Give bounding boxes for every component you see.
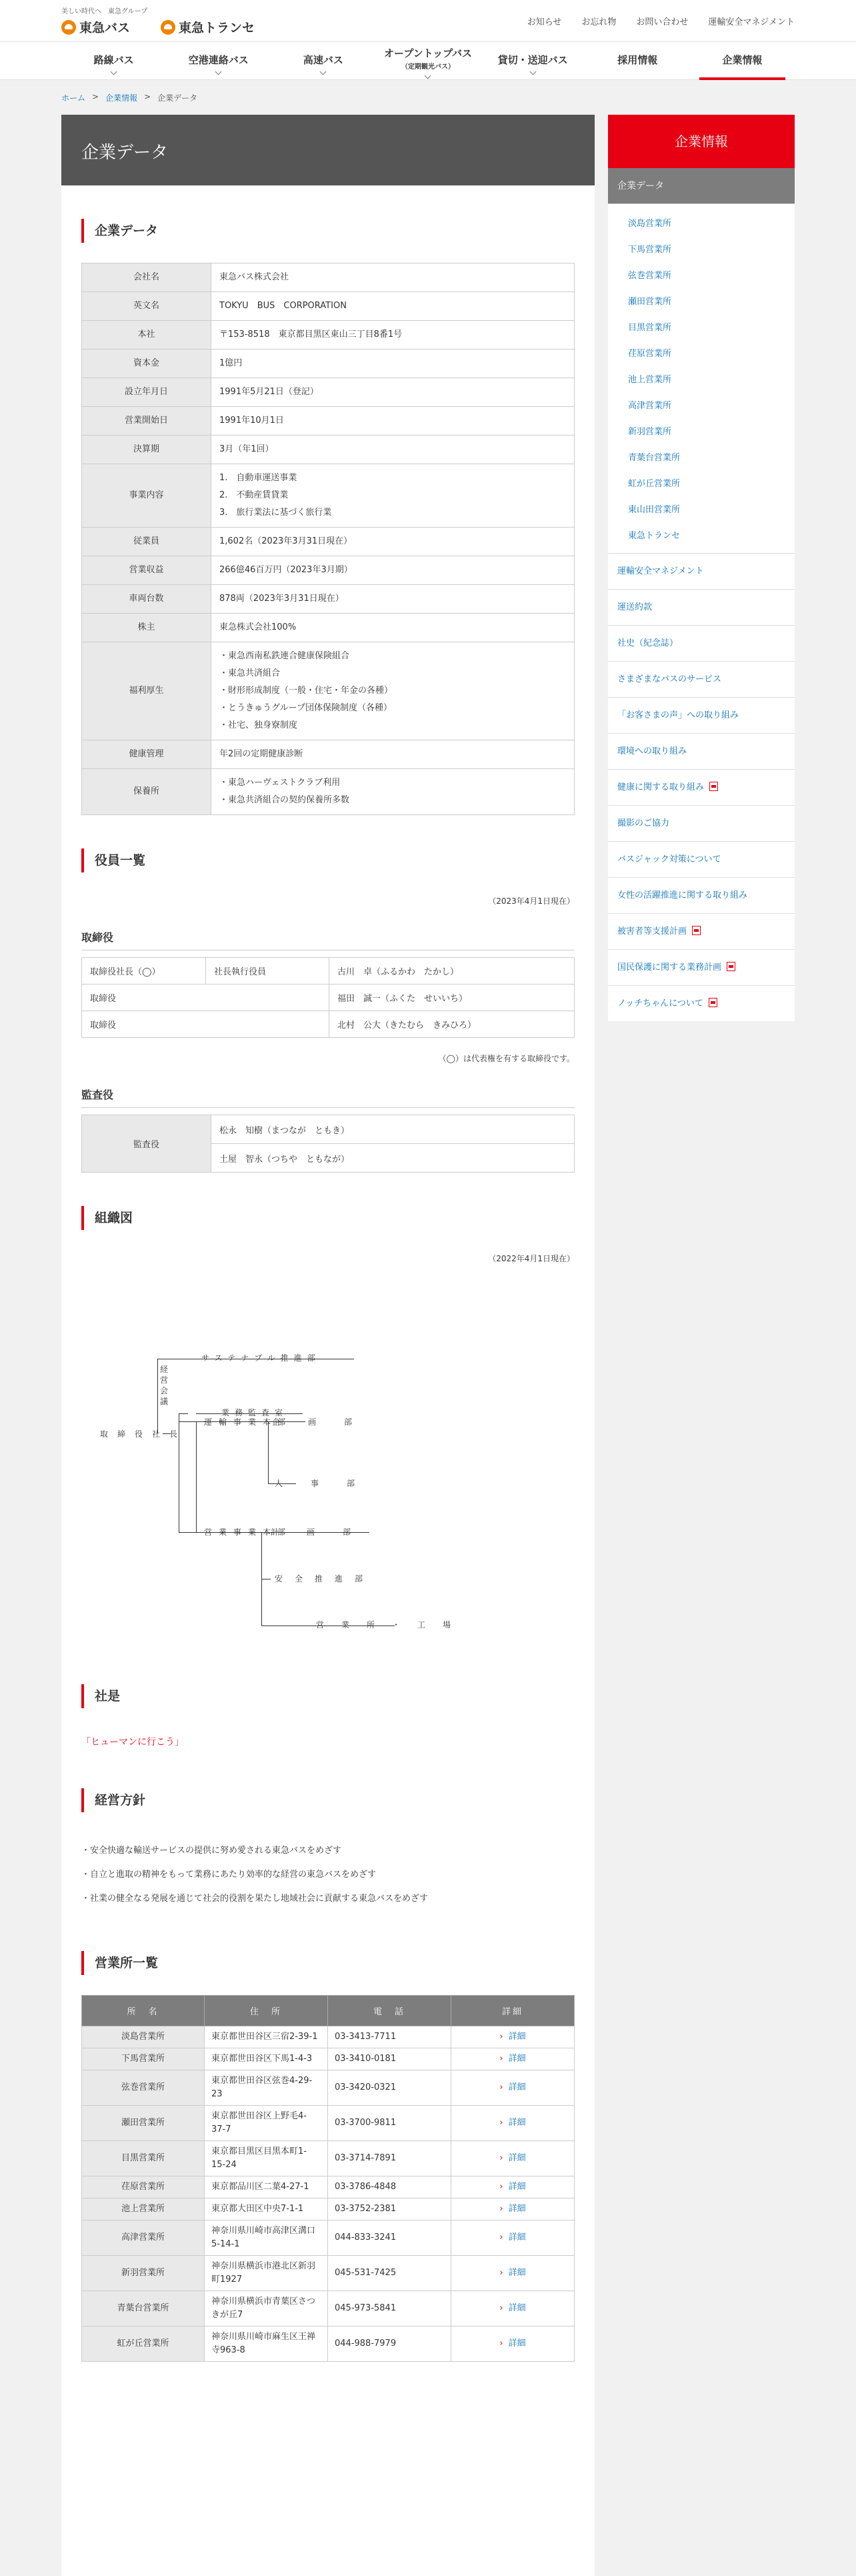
sidebar-office-list (608, 204, 795, 553)
company-field-value (211, 350, 575, 378)
sidebar-link[interactable] (608, 949, 795, 985)
office-detail-link[interactable]: › 詳細 (451, 2070, 575, 2106)
sidebar-office-link[interactable]: 目黒営業所 (628, 323, 672, 333)
utility-link-contact[interactable]: お問い合わせ (636, 17, 689, 27)
nav-corporate[interactable] (690, 42, 795, 79)
table-row (82, 1115, 575, 1144)
director-subrole: 社長執行役員 (206, 958, 329, 985)
office-address: 東京都世田谷区上野毛4-37-7 (205, 2106, 328, 2141)
pdf-icon (727, 962, 735, 971)
table-row (82, 2291, 575, 2327)
company-field-line: 878両（2023年3月31日現在） (219, 594, 344, 604)
breadcrumb-corporate[interactable]: 企業情報 (105, 93, 138, 103)
office-detail-link[interactable]: › 詳細 (451, 2176, 575, 2198)
breadcrumb-current: 企業データ (157, 93, 198, 103)
table-row (82, 464, 575, 528)
office-phone: 03-3420-0321 (328, 2070, 451, 2106)
office-phone: 045-973-5841 (328, 2291, 451, 2327)
site-header (0, 0, 856, 41)
policy-item: ・自立と進取の精神をもって業務にあたり効率的な経営の東急バスをめざす (81, 1870, 377, 1880)
office-address: 神奈川県川崎市麻生区王禅寺963-8 (205, 2327, 328, 2362)
company-field-value (211, 769, 575, 815)
officers-date: （2023年4月1日現在） (488, 896, 575, 906)
table-row (82, 321, 575, 350)
sidebar-link[interactable] (608, 985, 795, 1021)
tokyu-bus-logo[interactable] (61, 18, 130, 36)
sidebar-office-link[interactable]: 池上営業所 (628, 375, 672, 385)
sidebar-link[interactable] (608, 805, 795, 841)
office-address: 東京都大田区中央7-1-1 (205, 2198, 328, 2220)
org-line (196, 1421, 197, 1532)
page-title: 企業データ (61, 115, 595, 185)
company-field-line: ・とうきゅうグループ団体保険制度（各種） (219, 703, 392, 713)
sidebar-link[interactable] (608, 913, 795, 949)
sidebar-link-label: さまざまなバスのサービス (617, 674, 722, 684)
office-detail-link[interactable]: › 詳細 (451, 2048, 575, 2070)
chevron-down-icon (529, 69, 536, 75)
utility-links (527, 15, 795, 27)
sidebar-link-label: 社史（紀念誌） (617, 638, 679, 648)
office-phone: 03-3410-0181 (328, 2048, 451, 2070)
table-row (82, 407, 575, 436)
utility-link-safety[interactable]: 運輸安全マネジメント (708, 17, 795, 27)
nav-recruit[interactable] (585, 42, 690, 79)
company-field-label: 設立年月日 (82, 378, 211, 407)
sidebar-title: 企業情報 (608, 115, 795, 168)
company-field-label: 営業収益 (82, 556, 211, 585)
office-detail-link[interactable]: › 詳細 (451, 2141, 575, 2176)
bus-mark-icon (61, 20, 76, 35)
org-node-transport-hq: 運輸事業本部 (204, 1417, 293, 1427)
office-name: 目黒営業所 (82, 2141, 205, 2176)
office-phone: 044-833-3241 (328, 2220, 451, 2256)
sidebar-office-link[interactable]: 瀬田営業所 (628, 297, 672, 307)
sidebar-link[interactable] (608, 733, 795, 769)
directors-note: （◯）は代表権を有する取締役です。 (438, 1054, 575, 1063)
company-field-line: 2. 不動産賃貸業 (219, 490, 289, 500)
auditor-role: 監査役 (82, 1115, 211, 1173)
company-field-value (211, 740, 575, 769)
sidebar-item-current[interactable]: 企業データ (608, 168, 795, 204)
office-detail-link[interactable]: › 詳細 (451, 2220, 575, 2256)
col-detail: 詳細 (451, 1996, 575, 2026)
breadcrumb-home[interactable]: ホーム (61, 93, 86, 103)
company-field-label: 本社 (82, 321, 211, 350)
company-field-value (211, 556, 575, 585)
global-nav (0, 41, 856, 80)
office-address: 東京都目黒区目黒本町1-15-24 (205, 2141, 328, 2176)
company-field-line: 東急バス株式会社 (219, 272, 289, 282)
table-row (82, 2220, 575, 2256)
policy-item: ・社業の健全なる発展を通じて社会的役割を果たし地域社会に貢献する東急バスをめざす (81, 1894, 429, 1904)
sidebar-office-link[interactable]: 東急トランセ (628, 531, 681, 541)
sidebar-link-label: 被害者等支援計画 (617, 926, 687, 936)
table-row (82, 958, 575, 985)
sidebar-link-label: 健康に関する取り組み (617, 782, 705, 792)
nav-route-bus[interactable] (61, 42, 166, 79)
nav-label: オープントップバス (383, 47, 472, 59)
org-node-sustainability: サステナブル推進部 (201, 1353, 321, 1363)
chevron-down-icon (425, 73, 431, 79)
org-node-management-meeting: 経営会議 (160, 1365, 169, 1406)
org-line (268, 1421, 269, 1483)
company-field-value (211, 642, 575, 740)
pdf-icon (692, 926, 701, 935)
table-row (82, 292, 575, 321)
table-row (82, 2198, 575, 2220)
office-address: 東京都世田谷区下馬1-4-3 (205, 2048, 328, 2070)
office-detail-link[interactable]: › 詳細 (451, 2106, 575, 2141)
table-row (82, 378, 575, 407)
org-node-audit-office: 業務監査室 (221, 1408, 289, 1417)
auditor-name: 松永 知樹（まつなが ともき） (211, 1115, 575, 1144)
sidebar-link-label: バスジャック対策について (617, 854, 721, 864)
pdf-icon (709, 782, 718, 791)
bus-mark-icon (161, 20, 175, 35)
company-field-label: 事業内容 (82, 464, 211, 528)
org-line (179, 1413, 188, 1414)
table-row (82, 642, 575, 740)
table-row (82, 436, 575, 464)
sidebar-link-label: 「お客さまの声」への取り組み (617, 710, 739, 720)
sidebar-link-label: ノッチちゃんについて (617, 999, 703, 1009)
office-phone: 03-3700-9811 (328, 2106, 451, 2141)
sidebar-office-link[interactable]: 弦巻営業所 (628, 271, 672, 281)
office-detail-link[interactable]: › 詳細 (451, 2327, 575, 2362)
company-field-line: 1億円 (219, 358, 243, 368)
sidebar-link-label: 女性の活躍推進に関する取り組み (617, 890, 748, 900)
table-row (82, 2026, 575, 2048)
office-address: 東京都世田谷区三宿2-39-1 (205, 2026, 328, 2048)
company-field-label: 営業開始日 (82, 407, 211, 436)
section-heading-policy: 経営方針 (81, 1788, 575, 1812)
nav-open-top-bus[interactable] (375, 42, 480, 79)
director-name: 古川 卓（ふるかわ たかし） (329, 958, 575, 985)
company-field-label: 車両台数 (82, 585, 211, 614)
table-header-row (82, 1996, 575, 2026)
table-row (82, 350, 575, 378)
org-node-safety: 安全推進部 (275, 1574, 375, 1583)
office-address: 神奈川県川崎市高津区溝口5-14-1 (205, 2220, 328, 2256)
motto-text: 「ヒューマンに行こう」 (81, 1737, 184, 1748)
tokyu-transe-logo[interactable] (161, 18, 255, 36)
company-field-label: 健康管理 (82, 740, 211, 769)
table-row (82, 2176, 575, 2198)
office-address: 東京都品川区二葉4-27-1 (205, 2176, 328, 2198)
office-detail-link[interactable]: › 詳細 (451, 2291, 575, 2327)
table-row (82, 263, 575, 292)
company-field-label: 英文名 (82, 292, 211, 321)
company-field-label: 福利厚生 (82, 642, 211, 740)
col-phone: 電 話 (328, 1996, 451, 2026)
sidebar-office-link[interactable]: 下馬営業所 (628, 245, 672, 255)
office-phone: 03-3714-7891 (328, 2141, 451, 2176)
breadcrumb: ホーム > 企業情報 > 企業データ (61, 92, 198, 103)
company-field-value (211, 528, 575, 556)
org-chart (81, 1264, 575, 1678)
nav-highway-bus[interactable] (271, 42, 375, 79)
table-row (82, 528, 575, 556)
table-row (82, 556, 575, 585)
logo-transe-text: 東急トランセ (179, 21, 255, 35)
director-role: 取締役 (82, 1011, 329, 1038)
table-row (82, 769, 575, 815)
table-row (82, 2141, 575, 2176)
director-role: 取締役 (82, 985, 329, 1011)
office-name: 高津営業所 (82, 2220, 205, 2256)
company-field-line: 3. 旅行業法に基づく旅行業 (219, 508, 332, 518)
office-detail-link[interactable]: › 詳細 (451, 2256, 575, 2291)
company-field-line: 1991年5月21日（登記） (219, 387, 319, 397)
company-field-line: 1991年10月1日 (219, 416, 284, 426)
company-field-line: 3月（年1回） (219, 444, 274, 454)
office-name: 下馬営業所 (82, 2048, 205, 2070)
office-phone: 045-531-7425 (328, 2256, 451, 2291)
sidebar-link[interactable] (608, 661, 795, 697)
sidebar-office-link[interactable]: 淡島営業所 (628, 219, 672, 229)
pdf-icon (709, 998, 717, 1007)
company-field-value (211, 378, 575, 407)
company-field-label: 会社名 (82, 263, 211, 292)
sidebar-link-label: 運輸安全マネジメント (617, 566, 704, 576)
nav-label: 高速バス (303, 54, 343, 66)
office-address: 東京都世田谷区弦巻4-29-23 (205, 2070, 328, 2106)
nav-label: 企業情報 (722, 54, 763, 66)
col-address: 住 所 (205, 1996, 328, 2026)
group-tagline: 美しい時代へ 東急グループ (61, 8, 148, 15)
company-field-label: 保養所 (82, 769, 211, 815)
sidebar-link-label: 運送約款 (617, 602, 653, 612)
company-field-value (211, 464, 575, 528)
section-heading-officers: 役員一覧 (81, 848, 575, 872)
chevron-down-icon (111, 69, 117, 75)
company-field-line: 年2回の定期健康診断 (219, 749, 303, 759)
sidebar-link[interactable] (608, 553, 795, 589)
table-row (82, 1011, 575, 1038)
sidebar-office-link[interactable]: 新羽営業所 (628, 427, 672, 437)
sidebar-link[interactable] (608, 625, 795, 661)
company-field-value (211, 321, 575, 350)
office-name: 虹が丘営業所 (82, 2327, 205, 2362)
sidebar-office-link[interactable]: 高津営業所 (628, 401, 672, 411)
sidebar-office-link[interactable]: 東山田営業所 (628, 505, 681, 515)
company-field-value (211, 292, 575, 321)
chevron-down-icon (215, 69, 222, 75)
org-line (157, 1359, 158, 1433)
company-field-line: ・東急ハーヴェストクラブ利用 (219, 778, 341, 788)
nav-airport-bus[interactable] (166, 42, 271, 79)
sidebar-link-label: 撮影のご協力 (617, 818, 670, 828)
chevron-down-icon (320, 69, 327, 75)
company-field-line: ・東急共済組合 (219, 668, 281, 678)
nav-label: 採用情報 (617, 54, 658, 66)
company-field-line: ・財形形成制度（一般・住宅・年金の各種） (219, 686, 393, 696)
table-row (82, 2048, 575, 2070)
office-name: 荏原営業所 (82, 2176, 205, 2198)
company-field-value (211, 407, 575, 436)
table-row (82, 2070, 575, 2106)
nav-label: 空港連絡バス (188, 54, 249, 66)
sidebar-link[interactable] (608, 841, 795, 877)
company-field-label: 株主 (82, 614, 211, 642)
company-field-line: 1,602名（2023年3月31日現在） (219, 536, 353, 546)
company-field-line: ・社宅、独身寮制度 (219, 720, 298, 730)
company-field-line: 1. 自動車運送事業 (219, 473, 297, 483)
auditor-heading: 監査役 (81, 1087, 575, 1108)
policy-item: ・安全快適な輸送サービスの提供に努め愛される東急バスをめざす (81, 1846, 342, 1856)
office-name: 淡島営業所 (82, 2026, 205, 2048)
org-node-president: 取締役社長 (100, 1429, 187, 1439)
offices-table (81, 1995, 575, 2362)
office-address: 神奈川県横浜市青葉区さつきが丘7 (205, 2291, 328, 2327)
org-date: （2022年4月1日現在） (488, 1254, 575, 1263)
office-detail-link[interactable]: › 詳細 (451, 2198, 575, 2220)
org-node-plan: 計画部 (271, 1527, 379, 1537)
company-field-label: 決算期 (82, 436, 211, 464)
table-row (82, 2106, 575, 2141)
section-heading-org: 組織図 (81, 1206, 575, 1230)
company-field-line: 〒153-8518 東京都目黒区東山三丁目8番1号 (219, 330, 403, 340)
org-node-offices: 営業所・工場 (316, 1620, 469, 1630)
main-content (61, 115, 595, 2576)
nav-label: 貸切・送迎バス (497, 54, 568, 66)
director-role: 取締役社長（◯） (82, 958, 206, 985)
table-row (82, 740, 575, 769)
office-name: 青葉台営業所 (82, 2291, 205, 2327)
office-phone: 044-988-7979 (328, 2327, 451, 2362)
company-field-value (211, 614, 575, 642)
company-field-label: 資本金 (82, 350, 211, 378)
office-name: 池上営業所 (82, 2198, 205, 2220)
office-phone: 03-3752-2381 (328, 2198, 451, 2220)
company-field-label: 従業員 (82, 528, 211, 556)
sidebar-link[interactable] (608, 697, 795, 733)
section-heading-motto: 社是 (81, 1684, 575, 1708)
org-node-personnel: 人事部 (275, 1479, 383, 1488)
section-heading-company: 企業データ (81, 219, 575, 243)
office-phone: 03-3786-4848 (328, 2176, 451, 2198)
nav-sublabel: （定期観光バス） (401, 63, 455, 71)
table-row (82, 585, 575, 614)
company-field-line: 266億46百万円（2023年3月期） (219, 565, 353, 575)
sidebar-link[interactable] (608, 769, 795, 805)
org-node-sales-hq: 営業事業本部 (204, 1527, 293, 1537)
sidebar-link[interactable] (608, 589, 795, 625)
director-name: 福田 誠一（ふくた せいいち） (329, 985, 575, 1011)
company-field-line: 東急株式会社100% (219, 622, 297, 632)
sidebar-link-label: 国民保護に関する業務計画 (617, 962, 722, 973)
nav-label: 路線バス (93, 54, 134, 66)
sidebar-link-label: 環境への取り組み (617, 746, 687, 756)
sidebar (608, 115, 795, 1021)
auditor-table (81, 1115, 575, 1173)
office-phone: 03-3413-7711 (328, 2026, 451, 2048)
table-row (82, 2327, 575, 2362)
sidebar-office-link[interactable]: 虹が丘営業所 (628, 479, 681, 489)
sidebar-office-link[interactable]: 青葉台営業所 (628, 453, 681, 463)
office-name: 弦巻営業所 (82, 2070, 205, 2106)
office-name: 新羽営業所 (82, 2256, 205, 2291)
section-heading-offices: 営業所一覧 (81, 1951, 575, 1975)
table-row (82, 614, 575, 642)
company-field-value (211, 585, 575, 614)
company-table (81, 263, 575, 815)
company-field-line: ・東急共済組合の契約保養所多数 (219, 795, 350, 805)
brand (61, 5, 255, 36)
sidebar-office-link[interactable]: 荏原営業所 (628, 349, 672, 359)
table-row (82, 985, 575, 1011)
directors-heading: 取締役 (81, 929, 575, 950)
table-row (82, 2256, 575, 2291)
office-detail-link[interactable]: › 詳細 (451, 2026, 575, 2048)
org-node-planning: 企画部 (272, 1417, 381, 1427)
company-field-line: TOKYU BUS CORPORATION (219, 301, 347, 311)
utility-link-lost[interactable]: お忘れ物 (581, 17, 617, 27)
company-field-line: ・東急西南私鉄連合健康保険組合 (219, 651, 350, 661)
office-name: 瀬田営業所 (82, 2106, 205, 2141)
policy-list (81, 1839, 575, 1911)
company-field-value (211, 263, 575, 292)
logo-bus-text: 東急バス (79, 21, 131, 35)
col-name: 所 名 (82, 1996, 205, 2026)
office-address: 神奈川県横浜市港北区新羽町1927 (205, 2256, 328, 2291)
utility-link-news[interactable]: お知らせ (527, 17, 562, 27)
nav-charter-bus[interactable] (481, 42, 585, 79)
director-name: 北村 公大（きたむら きみひろ） (329, 1011, 575, 1038)
directors-table (81, 957, 575, 1038)
sidebar-link[interactable] (608, 877, 795, 913)
sidebar-link-list (608, 553, 795, 1021)
company-field-value (211, 436, 575, 464)
auditor-name: 土屋 智永（つちや ともなが） (211, 1144, 575, 1173)
